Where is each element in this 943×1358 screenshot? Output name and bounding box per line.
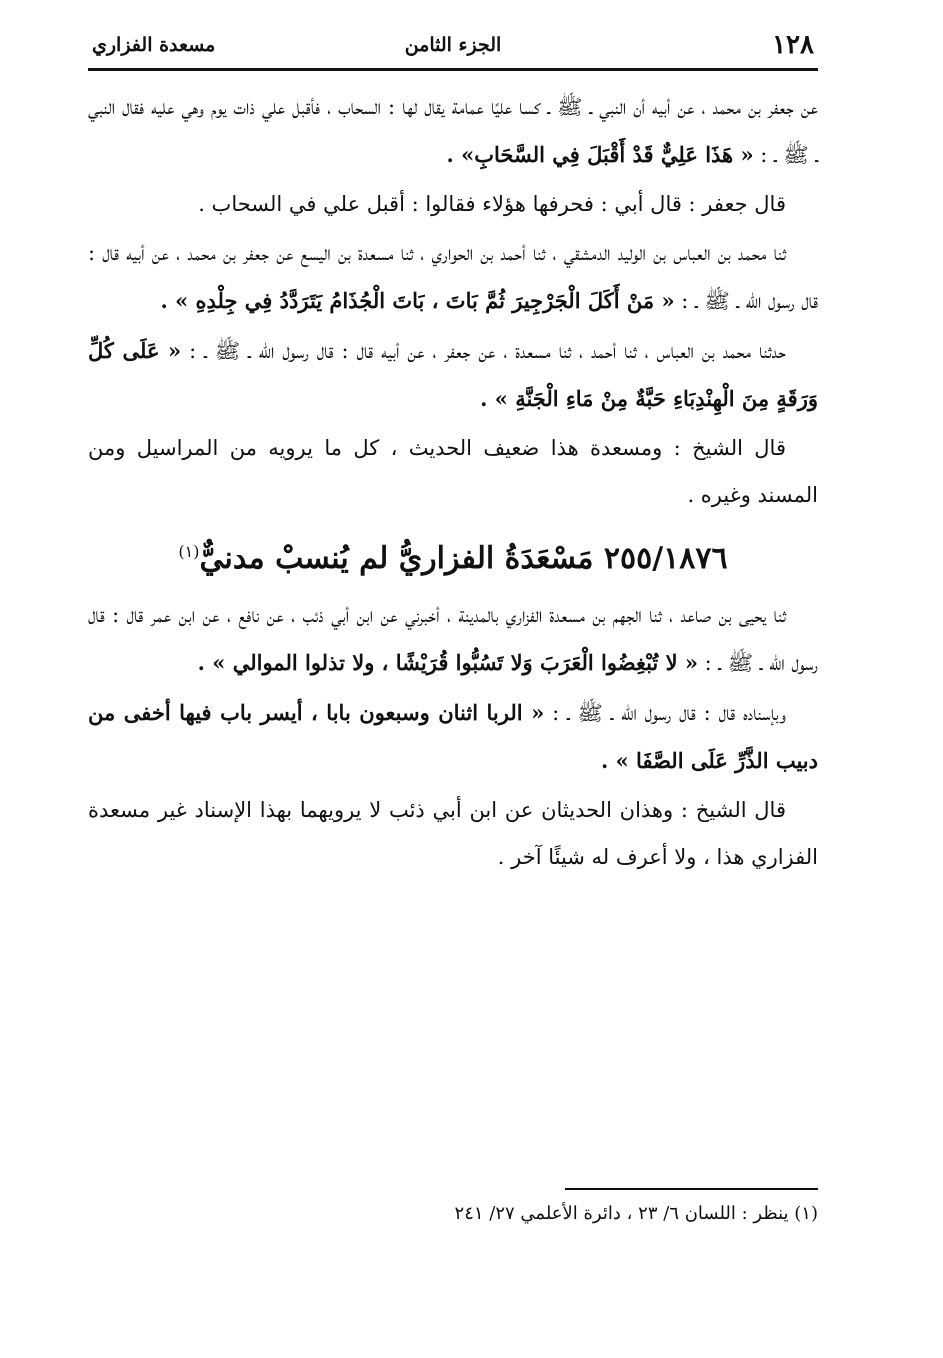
paragraph xyxy=(88,689,818,785)
paragraph-text: قال الشيخ : وهذان الحديثان عن ابن أبي ذئب لا يرويهما بهذا الإسناد غير مسعدة الفزاري هذا ، ولا أعرف له شيئًا آخر . xyxy=(88,798,818,869)
paragraph-text: عن جعفر بن محمد ، عن أبيه أن النبي ـ ﷺ ـ كسا عليًا عمامة يقال لها : السحاب ، فأقبل علي ذات يوم وهي عليه فقال النبي ـ ﷺ ـ : xyxy=(88,95,818,167)
hadith-quote: « هَذَا عَلِيٌّ قَدْ أَقْبَلَ فِي السَّحَابِ» . xyxy=(446,142,754,167)
hadith-quote: « الربا اثنان وسبعون بابا ، أيسر باب فيها أخفى من دبيب الذَّرِّ عَلَى الصَّفَا » . xyxy=(88,700,818,773)
footnote-divider xyxy=(565,1188,818,1190)
footnote-marker: (١) xyxy=(178,542,200,561)
paragraph xyxy=(88,230,818,325)
entry-heading xyxy=(88,525,818,586)
hadith-quote: « عَلَى كُلِّ وَرَقَةٍ مِنَ الْهِنْدِبَاءِ حَبَّةٌ مِنْ مَاءِ الْجَنَّةِ » . xyxy=(88,338,818,411)
paragraph xyxy=(88,327,818,423)
paragraph xyxy=(88,787,818,881)
volume-label: الجزء الثامن xyxy=(404,34,502,56)
paragraph-text: ثنا محمد بن العباس بن الوليد الدمشقي ، ثنا أحمد بن الحواري ، ثنا مسعدة بن اليسع عن جعفر بن محمد ، عن أبيه قال : قال رسول الله ـ ﷺ ـ : xyxy=(88,241,818,313)
paragraph-text: حدثنا محمد بن العباس ، ثنا أحمد ، ثنا مسعدة ، عن جعفر ، عن أبيه قال : قال رسول الله ـ ﷺ ـ : xyxy=(189,339,786,363)
paragraph xyxy=(88,181,818,228)
footnote: (١) ينظر : اللسان ٦/ ٢٣ ، دائرة الأعلمي ٢٧/ ٢٤١ xyxy=(454,1203,818,1224)
entry-title-text: ٢٥٥/١٨٧٦ مَسْعَدَةُ الفزاريُّ لم يُنسبْ مدنيٌّ xyxy=(199,541,728,576)
page-number: ١٢٨ xyxy=(772,30,814,60)
hadith-quote: « مَنْ أَكَلَ الْجَرْجِيرَ ثُمَّ بَاتَ ، بَاتَ الْجُذَامُ يَتَرَدَّدُ فِي جِلْدِهِ » . xyxy=(160,288,675,313)
paragraph-text: قال الشيخ : ومسعدة هذا ضعيف الحديث ، كل ما يرويه من المراسيل ومن المسند وغيره . xyxy=(88,436,818,507)
page-header xyxy=(88,28,818,71)
paragraph-text: وبإسناده قال : قال رسول الله ـ ﷺ ـ : xyxy=(552,701,786,725)
paragraph-text: قال جعفر : قال أبي : فحرفها هؤلاء فقالوا : أقبل علي في السحاب . xyxy=(198,192,786,216)
hadith-quote: « لا تُبْغِضُوا الْعَرَبَ وَلا تَسُبُّوا قُرَيْشًا ، ولا تذلوا الموالي » . xyxy=(197,650,698,675)
paragraph xyxy=(88,84,818,179)
paragraph xyxy=(88,425,818,519)
paragraph-text: ثنا يحيى بن صاعد ، ثنا الجهم بن مسعدة الفزاري بالمدينة ، أخبرني عن ابن أبي ذئب ، عن نافع ، عن ابن عمر قال : قال رسول الله ـ ﷺ ـ : xyxy=(88,603,818,675)
paragraph xyxy=(88,592,818,687)
running-title: مسعدة الفزاري xyxy=(92,34,216,56)
main-text xyxy=(88,84,818,883)
